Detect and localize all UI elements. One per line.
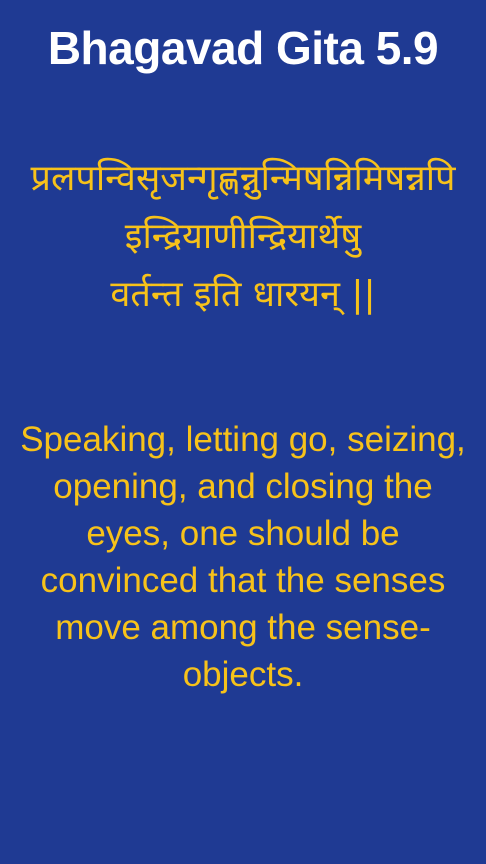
sanskrit-line-1: प्रलपन्विसृजन्गृह्णन्नुन्मिषन्निमिषन्नपि: [30, 158, 456, 199]
sanskrit-line-2: इन्द्रियाणीन्द्रियार्थेषु: [124, 216, 362, 257]
page-title: Bhagavad Gita 5.9: [47, 22, 439, 74]
sanskrit-line-3: वर्तन्त इति धारयन् ||: [110, 274, 376, 315]
english-translation: Speaking, letting go, seizing, opening, and closing the eyes, one should be convinced that the senses move among the sense-objects.: [20, 420, 466, 694]
sanskrit-verse: [0, 150, 486, 324]
